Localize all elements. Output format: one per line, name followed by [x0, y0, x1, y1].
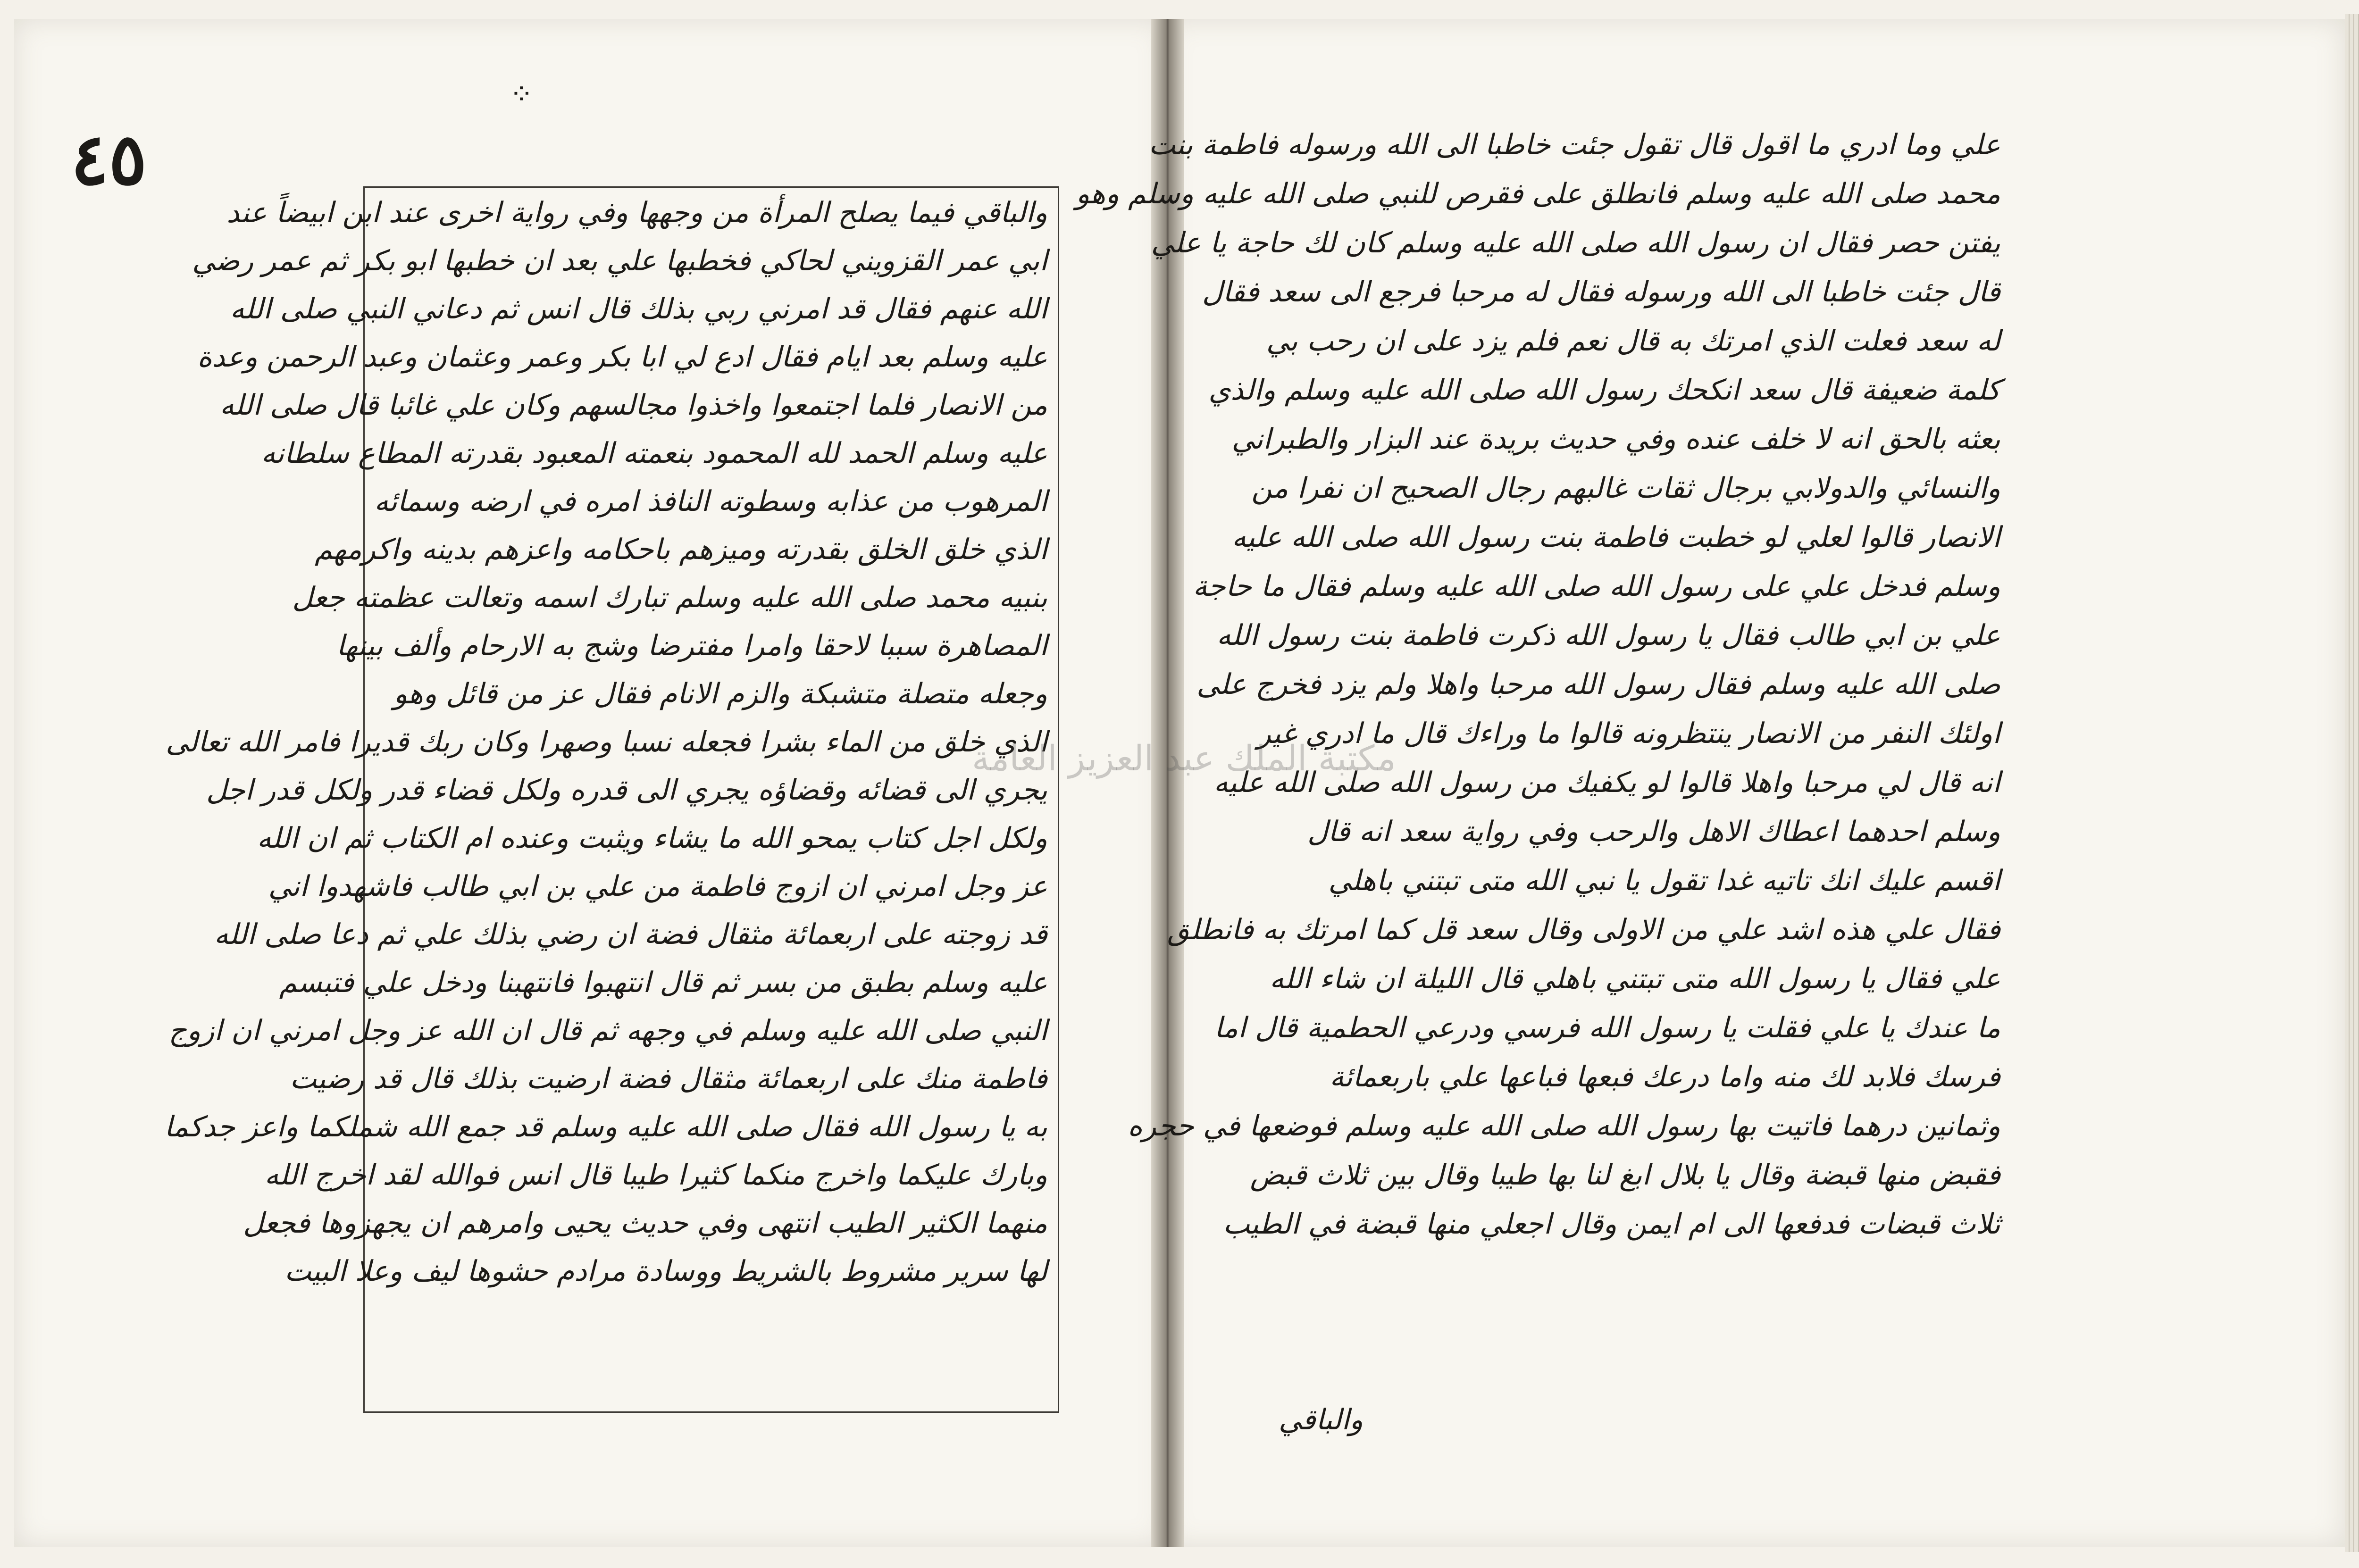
text-line: ابي عمر القزويني لحاكي فخطبها علي بعد ان خطبها ابو بكر ثم عمر رضي: [192, 244, 1047, 277]
text-line: يجري الى قضائه وقضاؤه يجري الى قدره ولكل قضاء قدر ولكل قدر اجل: [206, 774, 1047, 807]
text-line: المصاهرة سببا لاحقا وامرا مفترضا وشج به الارحام وألف بينها: [336, 629, 1047, 662]
text-line: وبارك عليكما واخرج منكما كثيرا طيبا قال انس فوالله لقد اخرج الله: [264, 1159, 1047, 1192]
page-edges: [2345, 14, 2359, 1552]
text-line: ولكل اجل كتاب يمحو الله ما يشاء ويثبت وعنده ام الكتاب ثم ان الله: [257, 822, 1047, 855]
text-line: والباقي فيما يصلح المرأة من وجهها وفي رواية اخرى عند ابن ابيضاً عند: [226, 196, 1047, 229]
text-line: لها سرير مشروط بالشريط ووسادة مرادم حشوها ليف وعلا البيت: [284, 1255, 1047, 1288]
text-line: والنسائي والدولابي برجال ثقات غالبهم رجال الصحيح ان نفرا من: [1251, 472, 2000, 505]
text-line: فاطمة منك على اربعمائة مثقال فضة ارضيت بذلك قال قد رضيت: [290, 1062, 1047, 1095]
text-line: اقسم عليك انك تاتيه غدا تقول يا نبي الله متى تبتني باهلي: [1328, 864, 2000, 897]
text-line: علي وما ادري ما اقول قال تقول جئت خاطبا الى الله ورسوله فاطمة بنت: [1148, 128, 2000, 161]
text-line: كلمة ضعيفة قال سعد انكحك رسول الله صلى الله عليه وسلم والذي: [1208, 374, 2000, 407]
text-line: النبي صلى الله عليه وسلم في وجهه ثم قال ان الله عز وجل امرني ان ازوج: [168, 1014, 1047, 1047]
text-line: وثمانين درهما فاتيت بها رسول الله صلى الله عليه وسلم فوضعها في حجره: [1128, 1109, 2000, 1143]
text-line: انه قال لي مرحبا واهلا قالوا لو يكفيك من رسول الله صلى الله عليه: [1213, 766, 2000, 799]
text-line: الله عنهم فقال قد امرني ربي بذلك قال انس ثم دعاني النبي صلى الله: [230, 292, 1047, 325]
text-line: فقال علي هذه اشد علي من الاولى وقال سعد قل كما امرتك به فانطلق: [1167, 913, 2000, 946]
text-line: عليه وسلم بعد ايام فقال ادع لي ابا بكر وعمر وعثمان وعبد الرحمن وعدة: [197, 341, 1047, 374]
text-line: وجعله متصلة متشبكة والزم الانام فقال عز من قائل وهو: [393, 677, 1047, 710]
text-line: محمد صلى الله عليه وسلم فانطلق على فقرص للنبي صلى الله عليه وسلم وهو: [1076, 177, 2000, 210]
text-line: الذي خلق الخلق بقدرته وميزهم باحكامه واعزهم بدينه واكرمهم: [315, 533, 1047, 566]
text-line: بنبيه محمد صلى الله عليه وسلم تبارك اسمه وتعالت عظمته جعل: [292, 581, 1047, 614]
text-line: الذي خلق من الماء بشرا فجعله نسبا وصهرا وكان ربك قديرا فامر الله تعالى: [166, 726, 1047, 759]
text-line: علي فقال يا رسول الله متى تبتني باهلي قال الليلة ان شاء الله: [1269, 962, 2000, 995]
text-line: له سعد فعلت الذي امرتك به قال نعم فلم يزد على ان رحب بي: [1266, 325, 2000, 358]
text-line: وسلم احدهما اعطاك الاهل والرحب وفي رواية سعد انه قال: [1307, 815, 2000, 848]
text-line: علي بن ابي طالب فقال يا رسول الله ذكرت فاطمة بنت رسول الله: [1216, 619, 2000, 652]
text-line: اولئك النفر من الانصار ينتظرونه قالوا ما وراءك قال ما ادري غير: [1257, 717, 2000, 750]
text-line: ما عندك يا علي فقلت يا رسول الله فرسي ودرعي الحطمية قال اما: [1214, 1011, 2000, 1044]
text-line: عز وجل امرني ان ازوج فاطمة من علي بن ابي طالب فاشهدوا اني: [268, 870, 1047, 903]
text-line: عليه وسلم بطبق من بسر ثم قال انتهبوا فانتهبنا ودخل علي فتبسم: [279, 966, 1047, 999]
text-line: صلى الله عليه وسلم فقال رسول الله مرحبا واهلا ولم يزد فخرج على: [1196, 668, 2000, 701]
text-line: منهما الكثير الطيب انتهى وفي حديث يحيى وامرهم ان يجهزوها فجعل: [243, 1207, 1047, 1240]
text-line: فرسك فلابد لك منه واما درعك فبعها فباعها علي باربعمائة: [1330, 1060, 2000, 1093]
catchword: والباقي: [1279, 1403, 1364, 1436]
text-line: ثلاث قبضات فدفعها الى ام ايمن وقال اجعلي منها قبضة في الطيب: [1223, 1208, 2000, 1241]
text-line: قال جئت خاطبا الى الله ورسوله فقال له مرحبا فرجع الى سعد فقال: [1202, 275, 2000, 309]
text-line: وسلم فدخل علي على رسول الله صلى الله عليه وسلم فقال ما حاجة: [1193, 570, 2000, 603]
library-watermark: مكتبة الملك عبد العزيز العامة: [972, 738, 1396, 779]
text-line: به يا رسول الله فقال صلى الله عليه وسلم قد جمع الله شملكما واعز جدكما: [164, 1110, 1047, 1143]
text-line: قد زوجته على اربعمائة مثقال فضة ان رضي بذلك علي ثم دعا صلى الله: [214, 918, 1047, 951]
text-line: يفتن حصر فقال ان رسول الله صلى الله عليه وسلم كان لك حاجة يا علي: [1151, 226, 2000, 259]
ink-marks: ⁘: [510, 78, 534, 111]
left-page-text: [164, 189, 1047, 1295]
text-line: الانصار قالوا لعلي لو خطبت فاطمة بنت رسول الله صلى الله عليه: [1231, 521, 2000, 554]
text-line: المرهوب من عذابه وسطوته النافذ امره في ارضه وسمائه: [374, 485, 1047, 518]
text-line: بعثه بالحق انه لا خلف عنده وفي حديث بريدة عند البزار والطبراني: [1231, 423, 2000, 456]
text-line: من الانصار فلما اجتمعوا واخذوا مجالسهم وكان علي غائبا قال صلى الله: [219, 389, 1047, 422]
text-line: فقبض منها قبضة وقال يا بلال ابغ لنا بها طيبا وقال بين ثلاث قبض: [1250, 1159, 2000, 1192]
text-line: عليه وسلم الحمد لله المحمود بنعمته المعبود بقدرته المطاع سلطانه: [261, 437, 1047, 470]
folio-number: ٤٥: [71, 118, 147, 201]
